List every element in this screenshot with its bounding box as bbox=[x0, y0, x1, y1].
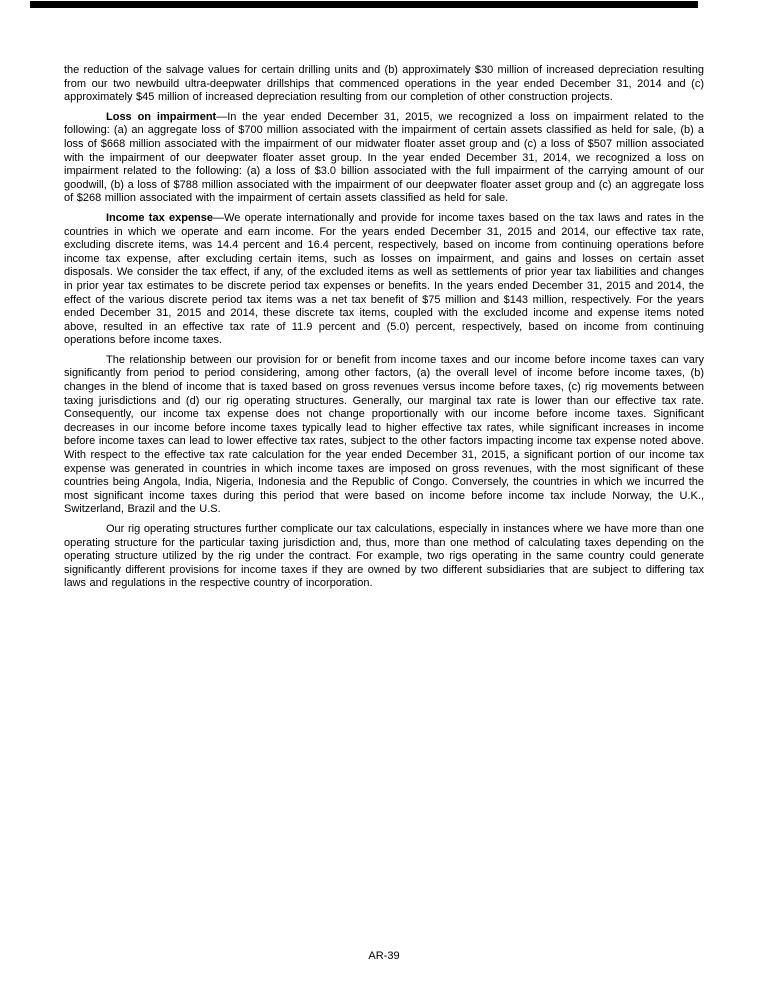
paragraph-text: The relationship between our provision for or benefit from income taxes and our income before income taxes can vary significantly from period to period considering, among other factors, (a) the overall level of income before income taxes, (b) changes in the blend of income that is taxed based on gross revenues versus income before taxes, (c) rig movements between taxing jurisdictions and (d) our rig operating structures. Generally, our marginal tax rate is lower than our effective tax rate. Consequently, our income tax expense does not change proportionally with our income before income taxes. Significant decreases in our income before income taxes typically lead to higher effective tax rates, while significant increases in income before income taxes can lead to lower effective tax rates, subject to the other factors impacting income tax expense noted above. With respect to the effective tax rate calculation for the year ended December 31, 2015, a significant portion of our income tax expense was generated in countries in which income taxes are imposed on gross revenues, with the most significant of these countries being Angola, India, Nigeria, Indonesia and the Republic of Congo. Conversely, the countries in which we incurred the most significant income taxes during this period that were based on income before income tax include Norway, the U.K., Switzerland, Brazil and the U.S. bbox=[64, 353, 704, 516]
paragraph-text: the reduction of the salvage values for certain drilling units and (b) approximately $30 million of increased depreciation resulting from our two newbuild ultra-deepwater drillships that commenced operations in the year ended December 31, 2014 and (c) approximately $45 million of increased depreciation resulting from our completion of other construction projects. bbox=[64, 64, 704, 104]
paragraph-lead: Loss on impairment bbox=[106, 110, 217, 123]
paragraph-text: Our rig operating structures further complicate our tax calculations, especially in instances where we have more than one operating structure for the particular taxing jurisdiction and, thus, more than one method of calculating taxes depending on the operating structure utilized by the rig under the contract. For example, two rigs operating in the same country could generate significantly different provisions for income taxes if they are owned by two different subsidiaries that are subject to differing tax laws and regulations in the respective country of incorporation. bbox=[64, 523, 704, 590]
page-number: AR-39 bbox=[368, 950, 400, 962]
paragraph-text: —We operate internationally and provide for income taxes based on the tax laws and rates in the countries in which we operate and earn income. For the years ended December 31, 2015 and 2014, our effective tax rate, excluding discrete items, was 14.4 percent and 16.4 percent, respectively, based on income from continuing operations before income tax expense, after excluding certain items, such as losses on impairment, and gains and losses on certain asset disposals. We consider the tax effect, if any, of the excluded items as well as settlements of prior year tax liabilities and changes in prior year tax estimates to be discrete period tax expenses or benefits. In the years ended December 31, 2015 and 2014, the effect of the various discrete period tax items was a net tax benefit of $75 million and $143 million, respectively. For the years ended December 31, 2015 and 2014, these discrete tax items, coupled with the excluded income and expense items noted above, resulted in an effective tax rate of 11.9 percent and (5.0) percent, respectively, based on income from continuing operations before income taxes. bbox=[64, 211, 704, 347]
paragraph bbox=[64, 354, 704, 517]
paragraph bbox=[64, 523, 704, 591]
paragraph-text: —In the year ended December 31, 2015, we recognized a loss on impairment related to the following: (a) an aggregate loss of $700 million associated with the impairment of certain assets classified as held for sale, (b) a loss of $668 million associated with the impairment of our midwater floater asset group and (c) a loss of $507 million associated with the impairment of our deepwater floater asset group. In the year ended December 31, 2014, we recognized a loss on impairment related to the following: (a) a loss of $3.0 billion associated with the full impairment of the carrying amount of our goodwill, (b) a loss of $788 million associated with the impairment of our deepwater floater asset group and (c) an aggregate loss of $268 million associated with the impairment of certain assets classified as held for sale. bbox=[64, 110, 704, 205]
document-body bbox=[64, 64, 704, 597]
paragraph bbox=[64, 64, 704, 105]
paragraph-lead: Income tax expense bbox=[106, 211, 214, 224]
paragraph bbox=[64, 111, 704, 206]
top-border-bar bbox=[30, 1, 698, 8]
paragraph bbox=[64, 212, 704, 348]
